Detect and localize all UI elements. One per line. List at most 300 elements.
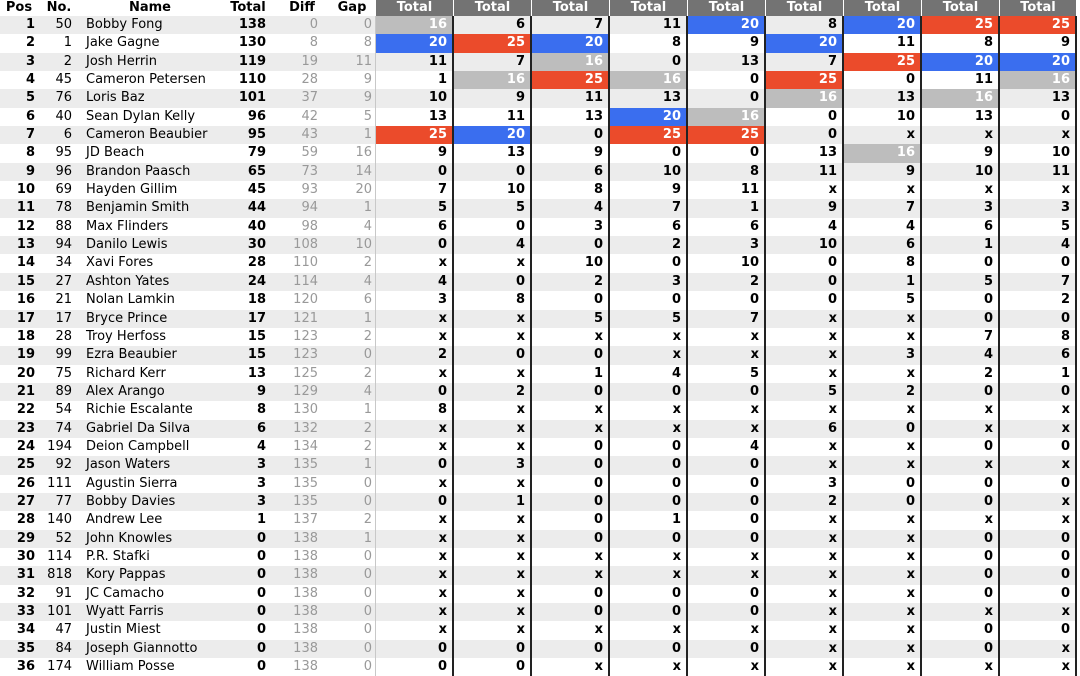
round-points: 4 <box>610 365 688 383</box>
round-points: 16 <box>376 16 454 34</box>
round-points: x <box>376 530 454 548</box>
rider-gap: 1 <box>328 456 376 474</box>
round-points: 0 <box>922 493 1000 511</box>
round-points: 0 <box>844 420 922 438</box>
round-points: x <box>766 438 844 456</box>
round-points: 25 <box>532 71 610 89</box>
round-points: x <box>688 401 766 419</box>
rider-gap: 9 <box>328 89 376 107</box>
round-points: x <box>532 548 610 566</box>
rider-number: 40 <box>55 108 72 124</box>
round-points: x <box>376 365 454 383</box>
rider-number: 96 <box>38 163 80 181</box>
round-points: x <box>922 658 1000 676</box>
rider-total: 3 <box>220 456 276 474</box>
round-points: 10 <box>766 236 844 254</box>
header-round-total: Total <box>610 0 688 16</box>
round-points: x <box>532 566 610 584</box>
round-points: 0 <box>1000 310 1077 328</box>
rider-gap: 0 <box>328 475 376 493</box>
rider-total: 0 <box>256 585 266 601</box>
round-points: x <box>766 621 844 639</box>
rider-diff: 138 <box>293 622 318 638</box>
round-points: 13 <box>376 108 454 126</box>
rider-diff: 43 <box>276 126 328 144</box>
round-points: 0 <box>610 53 688 71</box>
round-points: x <box>766 456 844 474</box>
rider-name: Cameron Petersen <box>86 72 206 88</box>
round-points: 6 <box>922 218 1000 236</box>
round-points: 20 <box>610 108 688 126</box>
rider-position: 10 <box>16 182 35 198</box>
round-points: 0 <box>610 530 688 548</box>
round-points: x <box>688 566 766 584</box>
rider-gap: 2 <box>328 511 376 529</box>
round-points: x <box>1000 420 1077 438</box>
rider-name: Deion Campbell <box>86 438 190 454</box>
rider-gap: 14 <box>328 163 376 181</box>
round-points: 7 <box>688 310 766 328</box>
rider-gap: 0 <box>328 346 376 364</box>
round-points: x <box>844 310 922 328</box>
rider-name: Richie Escalante <box>86 402 193 418</box>
round-points: 1 <box>376 71 454 89</box>
round-points: x <box>376 548 454 566</box>
round-points: x <box>454 365 532 383</box>
round-points: x <box>610 548 688 566</box>
rider-diff: 59 <box>301 145 318 161</box>
rider-number: 21 <box>55 292 72 308</box>
round-points: 0 <box>1000 585 1077 603</box>
round-points: x <box>376 603 454 621</box>
rider-name: Jason Waters <box>80 456 220 474</box>
round-points: 4 <box>688 438 766 456</box>
round-points: 0 <box>688 640 766 658</box>
rider-position: 11 <box>0 199 38 217</box>
rider-number: 76 <box>38 89 80 107</box>
round-points: 0 <box>766 126 844 144</box>
round-points: 0 <box>688 603 766 621</box>
round-points: x <box>688 346 766 364</box>
round-points: x <box>844 401 922 419</box>
rider-position: 35 <box>0 640 38 658</box>
round-points: 5 <box>454 199 532 217</box>
round-points: 0 <box>1000 438 1077 456</box>
rider-position: 13 <box>0 236 38 254</box>
round-points: 16 <box>454 71 532 89</box>
rider-total: 6 <box>220 420 276 438</box>
round-points: 6 <box>610 218 688 236</box>
round-points: 3 <box>766 475 844 493</box>
round-points: 9 <box>844 163 922 181</box>
round-points: 0 <box>532 475 610 493</box>
round-points: x <box>922 420 1000 438</box>
rider-gap: 0 <box>328 621 376 639</box>
rider-total: 0 <box>220 530 276 548</box>
round-points: 20 <box>454 126 532 144</box>
round-points: 0 <box>532 493 610 511</box>
round-points: 5 <box>688 365 766 383</box>
round-points: 8 <box>376 401 454 419</box>
round-points: 0 <box>610 603 688 621</box>
round-points: x <box>454 328 532 346</box>
round-points: 13 <box>610 89 688 107</box>
round-points: 0 <box>532 346 610 364</box>
rider-name: JC Camacho <box>86 585 165 601</box>
round-points: x <box>454 566 532 584</box>
round-points: x <box>532 401 610 419</box>
rider-diff: 123 <box>276 346 328 364</box>
round-points: 10 <box>844 108 922 126</box>
rider-position: 28 <box>16 512 35 528</box>
round-points: x <box>532 658 610 676</box>
round-points: 11 <box>454 108 532 126</box>
rider-total: 44 <box>220 199 276 217</box>
round-points: 11 <box>610 16 688 34</box>
round-points: 2 <box>376 346 454 364</box>
round-points: x <box>610 566 688 584</box>
rider-number: 89 <box>38 383 80 401</box>
rider-position: 12 <box>16 218 35 234</box>
round-points: 0 <box>922 640 1000 658</box>
round-points: x <box>454 603 532 621</box>
round-points: x <box>766 401 844 419</box>
rider-number: 27 <box>38 273 80 291</box>
round-points: 7 <box>610 199 688 217</box>
round-points: 4 <box>1000 236 1077 254</box>
rider-name: Gabriel Da Silva <box>80 420 220 438</box>
round-points: 13 <box>922 108 1000 126</box>
round-points: x <box>688 621 766 639</box>
rider-number: 17 <box>38 310 80 328</box>
round-points: 0 <box>766 291 844 309</box>
round-points: 0 <box>688 530 766 548</box>
round-points: 6 <box>1000 346 1077 364</box>
round-points: 2 <box>844 383 922 401</box>
round-points: 20 <box>376 34 454 52</box>
round-points: x <box>454 401 532 419</box>
rider-total: 15 <box>247 328 266 344</box>
rider-diff: 138 <box>276 603 328 621</box>
round-points: 6 <box>454 16 532 34</box>
round-points: 10 <box>454 181 532 199</box>
round-points: 0 <box>688 475 766 493</box>
round-points: 11 <box>766 163 844 181</box>
round-points: 9 <box>688 34 766 52</box>
rider-name: Bryce Prince <box>80 310 220 328</box>
round-points: 9 <box>376 144 454 162</box>
rider-total: 17 <box>220 310 276 328</box>
round-points: x <box>844 365 922 383</box>
round-points: 20 <box>922 53 1000 71</box>
round-points: 16 <box>610 71 688 89</box>
rider-diff: 8 <box>309 35 318 51</box>
rider-total: 3 <box>220 493 276 511</box>
rider-number: 75 <box>55 365 72 381</box>
round-points: 0 <box>688 493 766 511</box>
rider-number: 47 <box>55 622 72 638</box>
rider-diff: 138 <box>276 640 328 658</box>
round-points: 1 <box>454 493 532 511</box>
round-points: x <box>766 328 844 346</box>
rider-number: 45 <box>55 72 72 88</box>
round-points: 20 <box>1000 53 1077 71</box>
round-points: x <box>766 310 844 328</box>
round-points: 4 <box>922 346 1000 364</box>
rider-gap: 0 <box>328 585 376 603</box>
round-points: 6 <box>766 420 844 438</box>
round-points: 0 <box>766 254 844 272</box>
round-points: 4 <box>454 236 532 254</box>
rider-total: 130 <box>238 35 266 51</box>
rider-number: 92 <box>38 456 80 474</box>
round-points: x <box>844 548 922 566</box>
round-points: 0 <box>922 566 1000 584</box>
round-points: 10 <box>610 163 688 181</box>
round-points: 16 <box>688 108 766 126</box>
header-gap: Gap <box>337 0 367 15</box>
round-points: x <box>532 420 610 438</box>
rider-number: 69 <box>55 182 72 198</box>
round-points: 16 <box>766 89 844 107</box>
rider-total: 9 <box>220 383 276 401</box>
rider-diff: 110 <box>293 255 318 271</box>
round-points: 0 <box>922 585 1000 603</box>
rider-gap: 4 <box>328 383 376 401</box>
rider-number: 174 <box>47 659 72 675</box>
rider-diff: 135 <box>276 456 328 474</box>
round-points: 20 <box>532 34 610 52</box>
round-points: 0 <box>532 126 610 144</box>
round-points: 0 <box>610 291 688 309</box>
round-points: x <box>1000 181 1077 199</box>
round-points: x <box>1000 511 1077 529</box>
round-points: x <box>688 328 766 346</box>
round-points: 0 <box>688 144 766 162</box>
rider-diff: 132 <box>276 420 328 438</box>
rider-total: 65 <box>220 163 276 181</box>
rider-number: 99 <box>38 346 80 364</box>
round-points: x <box>376 585 454 603</box>
round-points: x <box>844 621 922 639</box>
rider-position: 7 <box>0 126 38 144</box>
round-points: 7 <box>376 181 454 199</box>
rider-total: 0 <box>220 603 276 621</box>
round-points: 0 <box>610 585 688 603</box>
rider-position: 26 <box>16 475 35 491</box>
round-points: 0 <box>922 548 1000 566</box>
rider-position: 1 <box>0 16 38 34</box>
round-points: 0 <box>922 475 1000 493</box>
rider-number: 95 <box>55 145 72 161</box>
round-points: x <box>376 511 454 529</box>
round-points: 7 <box>922 328 1000 346</box>
round-points: 0 <box>766 273 844 291</box>
rider-diff: 138 <box>276 566 328 584</box>
round-points: 16 <box>532 53 610 71</box>
round-points: 6 <box>844 236 922 254</box>
header-total: Total <box>230 0 266 15</box>
round-points: 0 <box>688 71 766 89</box>
rider-total: 1 <box>256 512 266 528</box>
round-points: 0 <box>376 163 454 181</box>
rider-position: 21 <box>0 383 38 401</box>
rider-name: Jake Gagne <box>86 35 160 51</box>
rider-position: 30 <box>16 548 35 564</box>
round-points: 11 <box>532 89 610 107</box>
header-round-total: Total <box>376 0 454 16</box>
rider-number: 101 <box>38 603 80 621</box>
rider-number: 52 <box>38 530 80 548</box>
header-round-total: Total <box>454 0 532 16</box>
round-points: 6 <box>688 218 766 236</box>
header-no: No. <box>46 0 72 15</box>
round-points: x <box>844 603 922 621</box>
round-points: 6 <box>376 218 454 236</box>
round-points: x <box>1000 401 1077 419</box>
round-points: 0 <box>922 530 1000 548</box>
round-points: 0 <box>922 254 1000 272</box>
round-points: 2 <box>766 493 844 511</box>
rider-number: 1 <box>63 35 72 51</box>
rider-diff: 0 <box>276 16 328 34</box>
round-points: 10 <box>688 254 766 272</box>
round-points: 0 <box>1000 566 1077 584</box>
round-points: 0 <box>688 585 766 603</box>
rider-name: Hayden Gillim <box>86 182 178 198</box>
round-points: 3 <box>532 218 610 236</box>
round-points: 3 <box>688 236 766 254</box>
rider-total: 8 <box>256 402 266 418</box>
header-diff: Diff <box>289 0 315 15</box>
round-points: 5 <box>844 291 922 309</box>
round-points: 9 <box>610 181 688 199</box>
rider-number: 28 <box>55 328 72 344</box>
round-points: 8 <box>1000 328 1077 346</box>
rider-position: 4 <box>25 72 35 88</box>
round-points: x <box>766 346 844 364</box>
round-points: 9 <box>766 199 844 217</box>
rider-diff: 138 <box>293 659 318 675</box>
round-points: 10 <box>1000 144 1077 162</box>
rider-diff: 125 <box>293 365 318 381</box>
round-points: 3 <box>844 346 922 364</box>
rider-name: Ashton Yates <box>80 273 220 291</box>
rider-number: 34 <box>55 255 72 271</box>
rider-number: 50 <box>38 16 80 34</box>
round-points: x <box>454 548 532 566</box>
round-points: 0 <box>922 621 1000 639</box>
rider-total: 4 <box>256 438 266 454</box>
round-points: 8 <box>922 34 1000 52</box>
rider-diff: 93 <box>301 182 318 198</box>
rider-diff: 129 <box>276 383 328 401</box>
round-points: 5 <box>532 310 610 328</box>
rider-gap: 1 <box>328 199 376 217</box>
rider-position: 2 <box>25 35 35 51</box>
round-points: 3 <box>1000 199 1077 217</box>
round-points: 4 <box>376 273 454 291</box>
rider-gap: 10 <box>328 236 376 254</box>
round-points: x <box>610 658 688 676</box>
round-points: x <box>922 511 1000 529</box>
rider-name: Sean Dylan Kelly <box>86 108 196 124</box>
rider-name: Danilo Lewis <box>80 236 220 254</box>
round-points: 0 <box>532 530 610 548</box>
round-points: x <box>610 346 688 364</box>
rider-diff: 138 <box>293 548 318 564</box>
round-points: 4 <box>844 218 922 236</box>
rider-diff: 108 <box>276 236 328 254</box>
round-points: x <box>376 310 454 328</box>
rider-diff: 28 <box>301 72 318 88</box>
round-points: 0 <box>1000 548 1077 566</box>
round-points: 8 <box>532 181 610 199</box>
rider-gap: 2 <box>328 438 376 456</box>
round-points: x <box>454 511 532 529</box>
round-points: 5 <box>1000 218 1077 236</box>
rider-position: 3 <box>0 53 38 71</box>
round-points: x <box>766 548 844 566</box>
rider-gap: 1 <box>328 126 376 144</box>
rider-name: Bobby Davies <box>80 493 220 511</box>
round-points: x <box>766 566 844 584</box>
round-points: 3 <box>454 456 532 474</box>
round-points: x <box>610 420 688 438</box>
rider-position: 14 <box>16 255 35 271</box>
rider-number: 6 <box>38 126 80 144</box>
round-points: x <box>1000 456 1077 474</box>
rider-total: 45 <box>247 182 266 198</box>
rider-total: 28 <box>247 255 266 271</box>
rider-position: 33 <box>0 603 38 621</box>
round-points: x <box>766 658 844 676</box>
rider-number: 818 <box>38 566 80 584</box>
round-points: 0 <box>688 89 766 107</box>
rider-position: 19 <box>0 346 38 364</box>
round-points: 0 <box>610 640 688 658</box>
rider-total: 30 <box>220 236 276 254</box>
rider-gap: 8 <box>328 34 376 52</box>
rider-total: 0 <box>256 548 266 564</box>
rider-total: 101 <box>220 89 276 107</box>
round-points: 7 <box>1000 273 1077 291</box>
round-points: 0 <box>844 493 922 511</box>
round-points: x <box>532 328 610 346</box>
round-points: 3 <box>376 291 454 309</box>
round-points: 7 <box>532 16 610 34</box>
rider-gap: 20 <box>328 181 376 199</box>
round-points: 25 <box>454 34 532 52</box>
rider-gap: 6 <box>328 291 376 309</box>
round-points: x <box>610 328 688 346</box>
round-points: 9 <box>1000 34 1077 52</box>
round-points: 7 <box>844 199 922 217</box>
round-points: x <box>454 254 532 272</box>
rider-position: 18 <box>16 328 35 344</box>
round-points: x <box>454 310 532 328</box>
round-points: 25 <box>1000 16 1077 34</box>
round-points: 0 <box>532 511 610 529</box>
round-points: 0 <box>532 291 610 309</box>
rider-position: 32 <box>16 585 35 601</box>
round-points: x <box>766 530 844 548</box>
round-points: x <box>688 420 766 438</box>
rider-gap: 0 <box>328 566 376 584</box>
round-points: 9 <box>454 89 532 107</box>
round-points: 0 <box>922 310 1000 328</box>
round-points: 0 <box>454 346 532 364</box>
